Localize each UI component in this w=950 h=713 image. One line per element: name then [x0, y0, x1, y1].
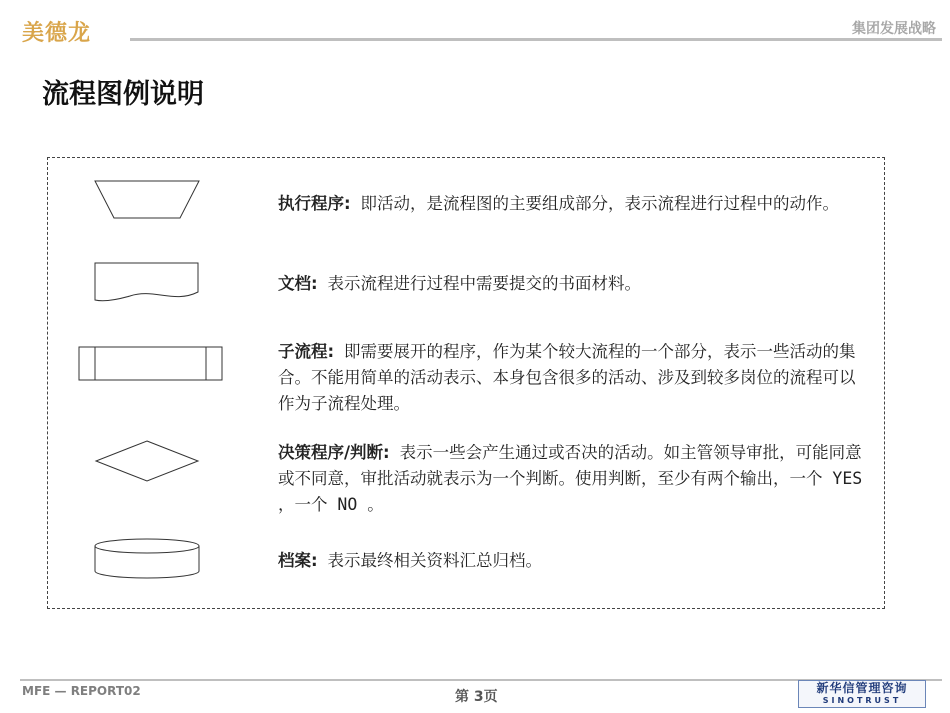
legend-text: 即活动，是流程图的主要组成部分，表示流程进行过程中的动作。: [360, 194, 840, 213]
legend-item-activity: [278, 191, 866, 217]
brand-name-cn: 新华信管理咨询: [816, 681, 908, 695]
legend-text: 即需要展开的程序，作为某个较大流程的一个部分，表示一些活动的集合。不能用简单的活动表示、本身包含很多的活动、涉及到较多岗位的流程可以作为子流程处理。: [278, 342, 856, 413]
trapezoid-icon: [94, 180, 200, 220]
legend-term: 子流程:: [278, 342, 335, 361]
cylinder-icon: [94, 538, 200, 580]
legend-item-decision: [278, 440, 866, 518]
legend-item-document: [278, 271, 866, 297]
document-icon: [94, 262, 200, 304]
legend-item-subprocess: [278, 339, 866, 417]
legend-term: 执行程序:: [278, 194, 351, 213]
legend-text: 表示一些会产生通过或否决的活动。如主管领导审批，可能同意或不同意，审批活动就表示为一个判断。使用判断，至少有两个输出，一个 YES ，一个 NO 。: [278, 443, 863, 514]
page-number: 第 3页: [455, 689, 498, 705]
legend-term: 档案:: [278, 551, 318, 570]
legend-text: 表示流程进行过程中需要提交的书面材料。: [327, 274, 642, 293]
header-divider: [130, 38, 942, 41]
company-logo: 美德龙: [22, 20, 92, 46]
brand-name-en: SINOTRUST: [822, 696, 902, 705]
legend-term: 决策程序/判断:: [278, 443, 390, 462]
legend-item-archive: [278, 548, 866, 574]
header-section-title: 集团发展战略: [852, 21, 936, 37]
legend-term: 文档:: [278, 274, 318, 293]
diamond-icon: [94, 440, 200, 482]
report-code: MFE — REPORT02: [22, 684, 141, 698]
brand-logo: [798, 680, 926, 708]
legend-text: 表示最终相关资料汇总归档。: [327, 551, 543, 570]
page-title: 流程图例说明: [42, 79, 204, 110]
subprocess-icon: [78, 346, 224, 382]
